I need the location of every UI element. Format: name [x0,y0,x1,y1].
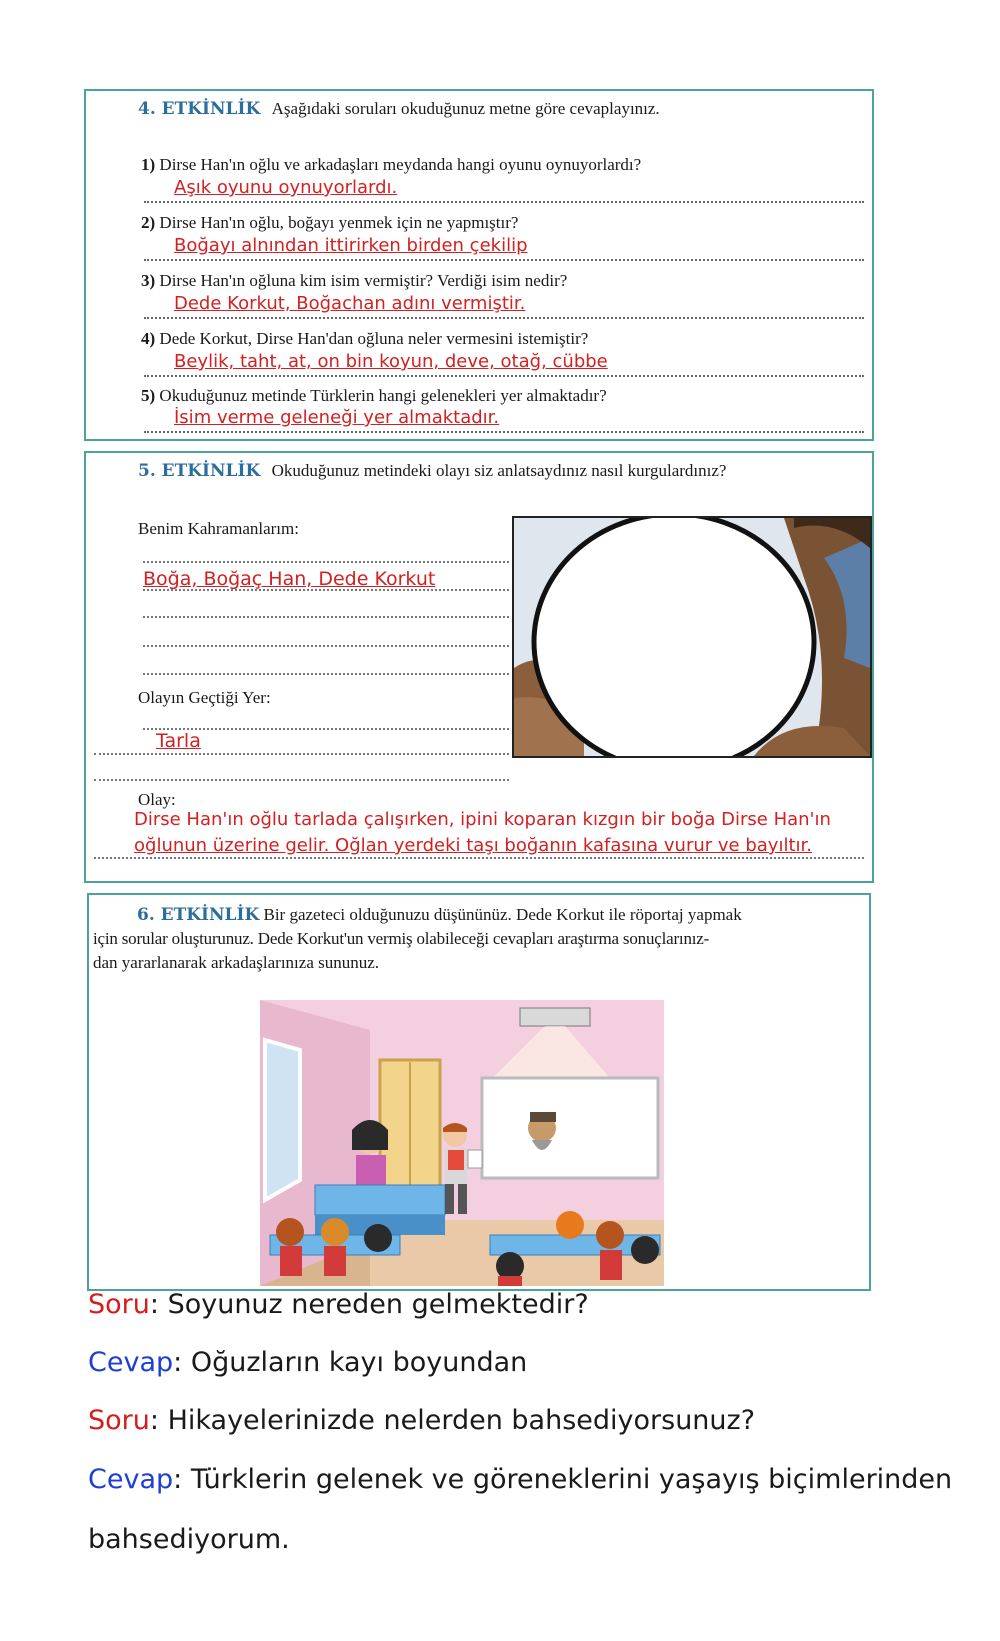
place-label: Olayın Geçtiği Yer: [138,688,271,707]
event-answer-line-2[interactable]: oğlunun üzerine gelir. Oğlan yerdeki taşı boğanın kafasına vurur ve bayıltır. [134,835,812,856]
place-answer[interactable]: Tarla [156,730,201,752]
dotted-line [94,779,509,781]
answer-label: Cevap [88,1464,174,1495]
activity-5-box [84,451,874,883]
classroom-illustration [260,1000,664,1286]
interview-question-1: Soru: Soyunuz nereden gelmektedir? [88,1289,589,1320]
activity-6-box [87,893,871,1291]
activity-4-instruction: Aşağıdaki soruları okuduğunuz metne göre cevaplayınız. [271,99,660,118]
interview-answer-2: Cevap: Türklerin gelenek ve göreneklerini yaşayış biçimlerinden [88,1464,953,1495]
activity-6-line-2: için sorular oluşturunuz. Dede Korkut'un vermiş olabileceği cevapları araştırma sonuçlarınız- [93,929,710,948]
question-2: 2) Dirse Han'ın oğlu, boğayı yenmek için ne yapmıştır? [141,213,519,232]
answer-4[interactable]: Beylik, taht, at, on bin koyun, deve, otağ, cübbe [144,351,864,377]
answer-5[interactable]: İsim verme geleneği yer almaktadır. [144,407,864,433]
event-answer-line-1[interactable]: Dirse Han'ın oğlu tarlada çalışırken, ipini koparan kızgın bir boğa Dirse Han'ın [134,809,831,830]
activity-5-instruction: Okuduğunuz metindeki olayı siz anlatsaydınız nasıl kurgulardınız? [271,461,727,480]
answer-label: Cevap [88,1347,174,1378]
illustration-art [514,518,870,756]
event-label: Olay: [138,790,176,809]
interview-answer-2-continued: bahsediyorum. [88,1524,290,1555]
question-label: Soru [88,1405,150,1436]
activity-4-title: 4. ETKİNLİK [138,99,261,119]
activity-6-line-1: 6. ETKİNLİK Bir gazeteci olduğunuzu düşününüz. Dede Korkut ile röportaj yapmak [137,905,742,925]
activity-5-title: 5. ETKİNLİK [138,461,261,481]
activity-6-title: 6. ETKİNLİK [137,905,260,925]
activity-6-text [93,903,863,975]
answer-3[interactable]: Dede Korkut, Boğachan adını vermiştir. [144,293,864,319]
story-illustration [512,516,872,758]
question-3: 3) Dirse Han'ın oğluna kim isim vermiştir? Verdiği isim nedir? [141,271,568,290]
dotted-line [143,589,509,591]
answer-2[interactable]: Boğayı alnından ittirirken birden çekilip [144,235,864,261]
dotted-line [143,616,509,618]
question-5: 5) Okuduğunuz metinde Türklerin hangi gelenekleri yer almaktadır? [141,386,607,405]
activity-5-header [138,461,726,481]
activity-4-header [138,99,660,119]
answer-1[interactable]: Aşık oyunu oynuyorlardı. [144,177,864,203]
heroes-answer[interactable]: Boğa, Boğaç Han, Dede Korkut [143,568,436,590]
question-label: Soru [88,1289,150,1320]
dotted-line [94,857,864,859]
dotted-line [143,673,509,675]
interview-question-2: Soru: Hikayelerinizde nelerden bahsediyorsunuz? [88,1405,756,1436]
dotted-line [143,645,509,647]
heroes-label: Benim Kahramanlarım: [138,519,299,538]
classroom-art [260,1000,664,1286]
dotted-line [94,753,509,755]
dotted-line [143,561,509,563]
activity-4-box [84,89,874,441]
interview-answer-1: Cevap: Oğuzların kayı boyundan [88,1347,528,1378]
question-1: 1) Dirse Han'ın oğlu ve arkadaşları meydanda hangi oyunu oynuyorlardı? [141,155,642,174]
activity-6-line-3: dan yararlanarak arkadaşlarınıza sununuz. [93,953,380,972]
question-4: 4) Dede Korkut, Dirse Han'dan oğluna neler vermesini istemiştir? [141,329,589,348]
